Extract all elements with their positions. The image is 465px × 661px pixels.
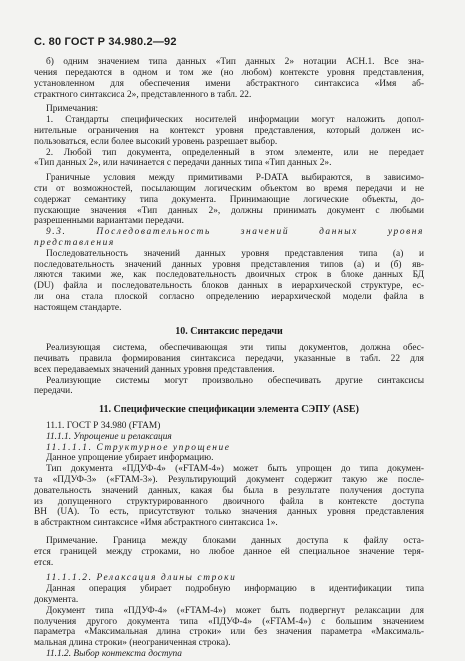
text-line: параметра «Максимальная длина строки» или без значения параметра «Максималь- [34,627,424,638]
subsection-heading: 11.1.1.1. Структурное упрощение [46,442,231,453]
text-line: последовательность значений данных уровня представления типов (а) и (б) яв- [34,259,424,270]
text-line: страктного синтаксиса 2», представленного в табл. 22. [34,89,252,100]
text-line: б) одним значением типа данных «Тип данных 2» нотации АСН.1. Все зна- [46,57,424,67]
text-line: получения другого документа типа «ПДУФ-4» («FTAM-4») с большим значением [34,616,424,627]
text-line: разрешенными вариантами передачи. [34,216,184,227]
text-line: (DU) файла и последовательность блоков данных в иерархической структуре, ес- [34,281,424,292]
subsection-heading: 11.1.2. Выбор контекста доступа [46,649,182,659]
note-line: ется границей между строками, но любое данное ей специальное значение теря- [34,546,424,557]
note-line: пользоваться, если более высокий уровень разрешает выбор. [34,136,278,147]
text-line: содержат семантику типа документа. Принимающие логические объекты, до- [34,194,424,205]
text-line: сти от возможностей, посылающим логическим объектом во время передачи и не [34,183,424,194]
section-heading-9-3: 9.3. Последовательность значений данных уровня [46,227,424,238]
text-line: Реализующие системы могут произвольно обеспечивать другие синтаксисы [46,375,424,386]
text-line: из допущенного структурированного двоичного файла в контексте доступа [34,496,424,507]
text-line: передачи. [34,386,73,397]
text-line: довательность значений данных, какая бы была в результате получения доступа [34,485,424,496]
text-line: чения передаются в одном и том же (но любом) контексте уровня представления, [34,67,424,78]
text-line: Реализующая система, обеспечивающая эти типы документов, должна обес- [46,343,424,354]
subsection-heading: 11.1.1. Упрощение и релаксация [46,431,172,442]
text-line: ляются такими же, как последовательность двоичных строк в блоке данных БД [34,270,424,281]
text-line: пускающие значения «Тип данных 2», должны принимать документ с любыми [34,205,424,216]
text-line: документа. [34,594,79,605]
section-heading-10: 10. Синтаксис передачи [175,325,283,337]
text-line: всех передаваемых значений данных уровня представления. [34,364,275,375]
text-line: печивать правила формирования синтаксиса передачи, указанные в табл. 22 для [34,354,424,364]
text-line: ли она стала плоской согласно определению иерархической модели файла в [34,292,424,302]
text-line: в абстрактном синтаксисе «Имя абстрактного синтаксиса 1». [34,518,278,529]
page-header: С. 80 ГОСТ Р 34.980.2—92 [34,36,177,48]
text-line: мальная длина строки» (неограниченная строка). [34,638,231,649]
note-line: 1. Стандарты специфических носителей информации могут наложить допол- [46,115,424,125]
text-line: настоящем стандарте. [34,302,122,313]
note-line: нительные ограничения на контекст уровня представления, который должен ис- [34,125,424,136]
note-line: «Тип данных 2», или начинается с передачи данных типа «Тип данных 2». [34,158,332,169]
note-line: Примечание. Граница между блоками данных доступа к файлу оста- [46,535,424,546]
text-line: установленном для обеспечения имени абстрактного синтаксиса «Имя аб- [34,78,424,89]
text-line: ВН (UA). То есть, присутствуют только значения данных уровня представления [34,507,424,518]
text-line: Граничные условия между примитивами P-DATA выбираются, в зависимо- [46,173,424,183]
text-line: Документ типа «ПДУФ-4» («FTAM-4») может быть подвергнут релаксации для [46,605,424,616]
text-line: Данная операция убирает подробную информацию в идентификации типа [46,584,424,595]
text-line: та «ПДУФ-3» («FTAM-3»). Результирующий документ содержит такую же после- [34,474,424,485]
note-line: 2. Любой тип документа, определенный в этом элементе, или не передает [46,147,424,158]
section-heading-9-3-cont: представления [34,237,115,248]
text-line: Данное упрощение убирает информацию. [46,453,214,464]
subsection-heading: 11.1.1.2. Релаксация длины строки [46,573,237,584]
notes-heading: Примечания: [46,104,99,115]
note-line: ется. [34,557,54,568]
subsection-heading: 11.1. ГОСТ Р 34.980 (FTAM) [46,420,161,431]
text-line: Тип документа «ПДУФ-4» («FTAM-4») может быть упрощен до типа докумен- [46,464,424,475]
text-line: Последовательность значений данных уровня представления типа (a) и [46,248,424,259]
section-heading-11: 11. Специфические спецификации элемента СЭПУ (ASE) [99,404,359,416]
